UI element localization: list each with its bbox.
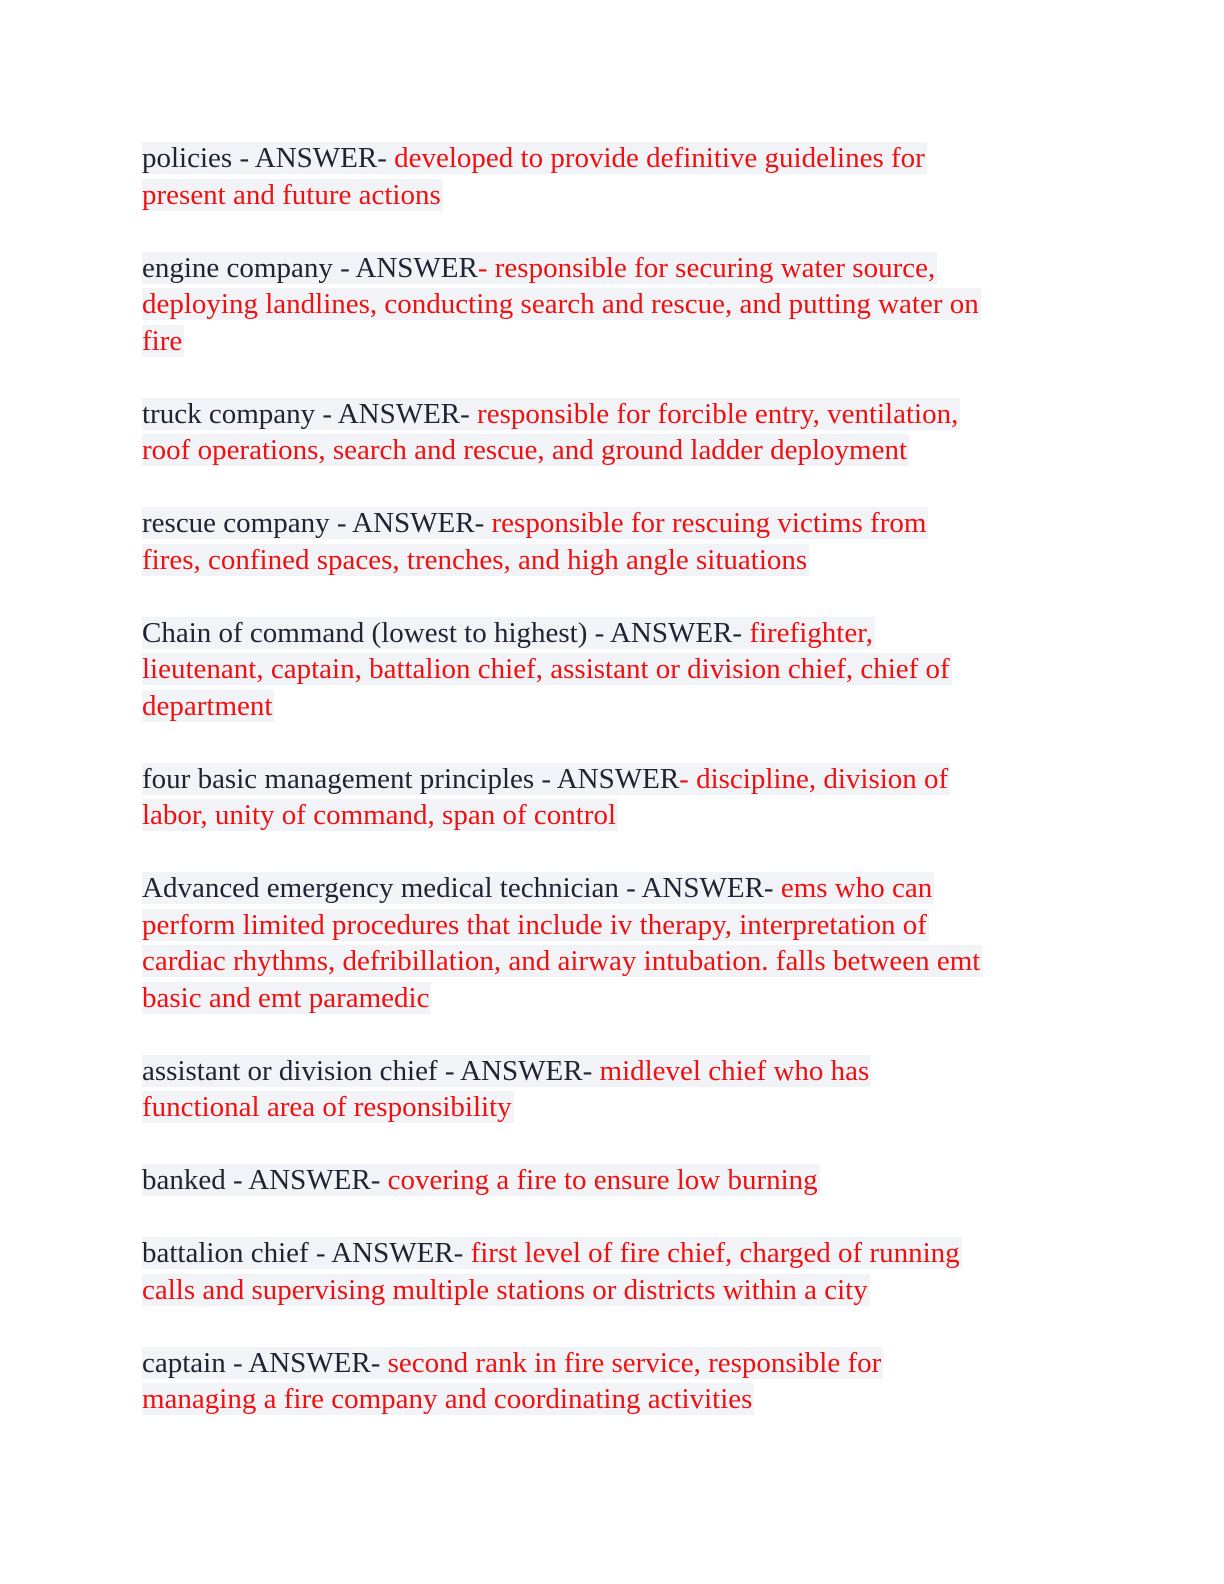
term-text: Advanced emergency medical technician - ANSWER-	[142, 872, 781, 904]
entry-line	[142, 943, 1067, 980]
entry-line	[142, 870, 1067, 907]
line-highlight	[142, 142, 927, 174]
entry-line	[142, 615, 1067, 652]
entry-line	[142, 980, 1067, 1017]
entry-line	[142, 177, 1067, 214]
answer-text: fire	[142, 324, 183, 357]
answer-text: ems who can	[780, 872, 933, 904]
answer-text: second rank in fire service, responsible for	[387, 1346, 882, 1379]
line-highlight	[142, 1274, 870, 1306]
answer-text: functional area of responsibility	[142, 1091, 512, 1123]
entry-line	[142, 286, 1067, 323]
entry-line	[142, 797, 1067, 834]
entry-line	[142, 432, 1067, 469]
answer-text: basic and emt paramedic	[142, 981, 430, 1014]
entry-line	[142, 542, 1067, 579]
line-highlight	[142, 909, 929, 941]
line-highlight	[142, 945, 982, 977]
answer-text: labor, unity of command, span of control	[142, 799, 617, 831]
entry-line	[142, 323, 1067, 360]
line-highlight	[142, 544, 809, 576]
line-highlight	[142, 1347, 883, 1379]
flashcard-entry	[142, 396, 1067, 469]
line-highlight	[142, 1164, 820, 1196]
answer-text: - discipline, division of	[679, 762, 949, 795]
line-highlight	[142, 982, 431, 1014]
line-highlight	[142, 799, 618, 831]
answer-text: managing a fire company and coordinating activities	[142, 1383, 753, 1415]
entry-line	[142, 396, 1067, 433]
flashcard-entry	[142, 1345, 1067, 1418]
entry-line	[142, 505, 1067, 542]
flashcard-entry	[142, 761, 1067, 834]
answer-text: deploying landlines, conducting search and rescue, and putting water on	[142, 288, 979, 320]
flashcard-entry	[142, 505, 1067, 578]
entry-line	[142, 688, 1067, 725]
entry-line	[142, 1089, 1067, 1126]
line-highlight	[142, 398, 960, 430]
term-text: policies - ANSWER-	[142, 142, 395, 174]
line-highlight	[142, 1237, 962, 1269]
document-page	[142, 140, 1067, 1454]
entry-line	[142, 1272, 1067, 1309]
flashcard-entry	[142, 870, 1067, 1016]
entry-line	[142, 250, 1067, 287]
line-highlight	[142, 617, 875, 649]
term-text: banked - ANSWER-	[142, 1164, 388, 1196]
entry-line	[142, 1162, 1067, 1199]
answer-text: cardiac rhythms, defribillation, and airway intubation. falls between emt	[142, 945, 981, 977]
line-highlight	[142, 252, 937, 284]
answer-text: covering a fire to ensure low burning	[387, 1164, 818, 1196]
answer-text: lieutenant, captain, battalion chief, assistant or division chief, chief of	[142, 653, 950, 685]
term-text: battalion chief - ANSWER-	[142, 1237, 471, 1269]
flashcard-entry	[142, 1053, 1067, 1126]
entry-line	[142, 651, 1067, 688]
term-text: Chain of command (lowest to highest) - ANSWER-	[142, 616, 750, 649]
flashcard-entry	[142, 250, 1067, 360]
line-highlight	[142, 653, 952, 685]
answer-text: - responsible for securing water source,	[477, 251, 936, 284]
term-text: rescue company - ANSWER-	[142, 507, 492, 539]
answer-text: present and future actions	[142, 178, 441, 211]
line-highlight	[142, 179, 443, 211]
answer-text: developed to provide definitive guidelines for	[394, 142, 925, 174]
line-highlight	[142, 1055, 871, 1087]
answer-text: responsible for forcible entry, ventilation,	[477, 397, 959, 430]
line-highlight	[142, 434, 909, 466]
entry-line	[142, 1345, 1067, 1382]
term-text: captain - ANSWER-	[142, 1346, 388, 1379]
line-highlight	[142, 872, 934, 904]
line-highlight	[142, 1383, 754, 1415]
term-text: engine company - ANSWER	[142, 251, 478, 284]
flashcard-entry	[142, 1235, 1067, 1308]
answer-text: midlevel chief who has	[599, 1054, 870, 1087]
answer-text: perform limited procedures that include iv therapy, interpretation of	[142, 908, 927, 941]
line-highlight	[142, 507, 928, 539]
answer-text: department	[142, 689, 273, 722]
entry-line	[142, 761, 1067, 798]
term-text: truck company - ANSWER-	[142, 397, 478, 430]
term-text: four basic management principles - ANSWER	[142, 762, 680, 795]
entry-line	[142, 140, 1067, 177]
line-highlight	[142, 1091, 514, 1123]
line-highlight	[142, 763, 950, 795]
term-text: assistant or division chief - ANSWER-	[142, 1054, 600, 1087]
flashcard-entry	[142, 615, 1067, 725]
entry-line	[142, 1053, 1067, 1090]
entry-line	[142, 907, 1067, 944]
answer-text: first level of fire chief, charged of running	[470, 1237, 960, 1269]
answer-text: firefighter,	[749, 616, 873, 649]
answer-text: responsible for rescuing victims from	[491, 507, 927, 539]
entry-line	[142, 1235, 1067, 1272]
answer-text: roof operations, search and rescue, and ground ladder deployment	[142, 434, 908, 466]
flashcard-entry	[142, 1162, 1067, 1199]
line-highlight	[142, 288, 981, 320]
flashcard-entry	[142, 140, 1067, 213]
line-highlight	[142, 325, 184, 357]
line-highlight	[142, 690, 274, 722]
entry-line	[142, 1381, 1067, 1418]
answer-text: fires, confined spaces, trenches, and high angle situations	[142, 543, 808, 576]
answer-text: calls and supervising multiple stations or districts within a city	[142, 1273, 868, 1306]
